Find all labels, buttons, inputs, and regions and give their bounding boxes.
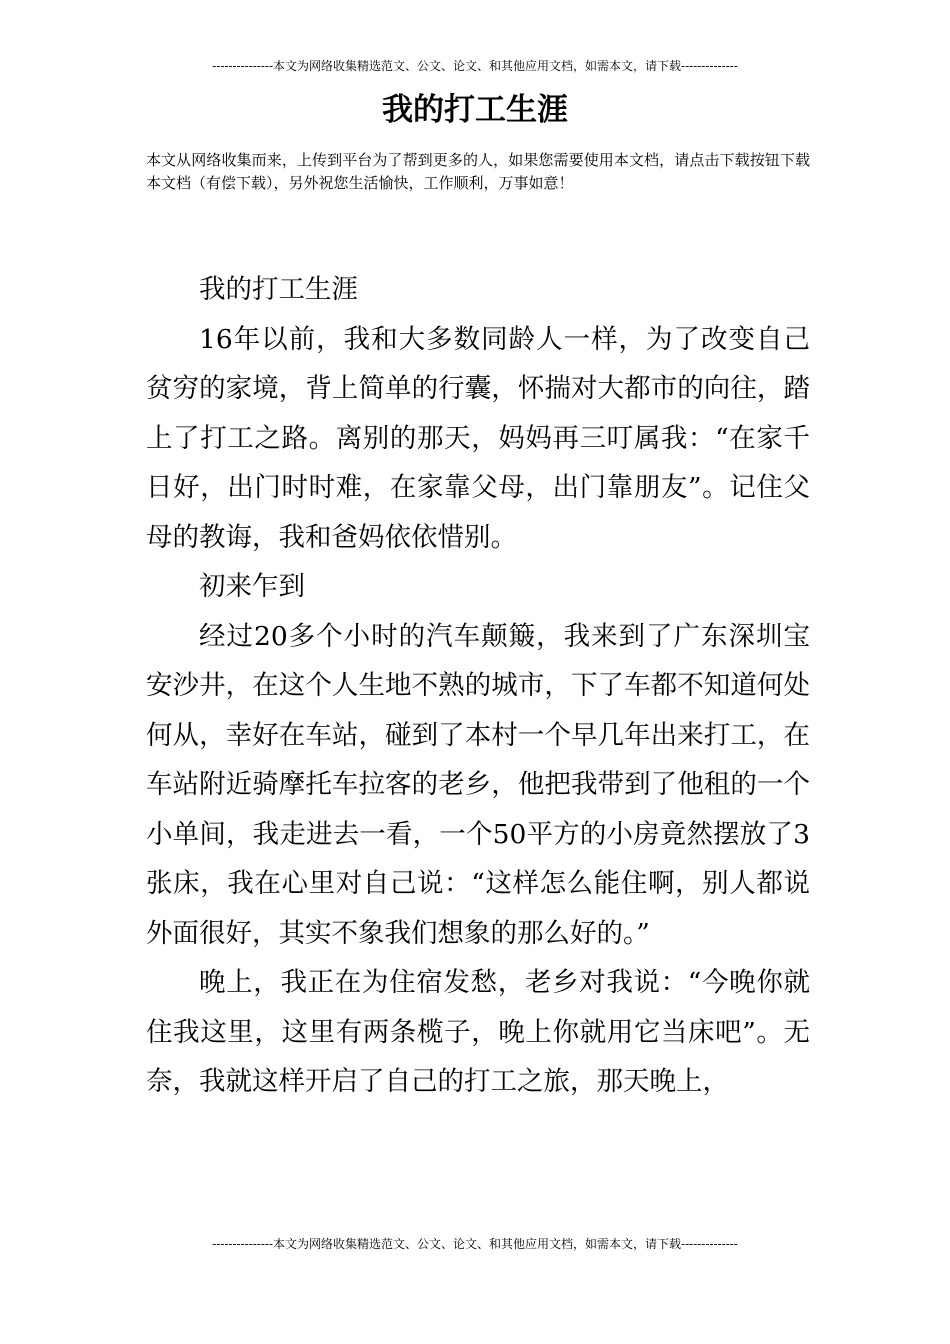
header-note: ---------------本文为网络收集精选范文、公文、论文、和其他应用文档，如需本文，请下载--------------	[212, 59, 738, 73]
body-paragraph: 我的打工生涯	[199, 274, 358, 305]
intro-paragraph: 本文从网络收集而来，上传到平台为了帮到更多的人，如果您需要使用本文档，请点击下载按钮下载本文档（有偿下载），另外祝您生活愉快，工作顺利，万事如意！	[146, 151, 810, 192]
body-paragraph: 初来乍到	[199, 571, 305, 602]
footer-note: ---------------本文为网络收集精选范文、公文、论文、和其他应用文档，如需本文，请下载--------------	[212, 1237, 738, 1251]
document-body	[146, 265, 810, 1107]
document-title: 我的打工生涯	[382, 92, 568, 128]
body-paragraph: 晚上，我正在为住宿发愁，老乡对我说：“今晚你就住我这里，这里有两条榄子，晚上你就用它当床吧”。无奈，我就这样开启了自己的打工之旅，那天晚上，	[146, 967, 810, 1097]
body-paragraph: 16年以前，我和大多数同龄人一样，为了改变自己贫穷的家境，背上简单的行囊，怀揣对大都市的向往，踏上了打工之路。离别的那天，妈妈再三叮属我：“在家千日好，出门时时难，在家靠父母，出门靠朋友”。记住父母的教诲，我和爸妈依依惜别。	[146, 323, 810, 553]
body-paragraph: 经过20多个小时的汽车颠簸，我来到了广东深圳宝安沙井，在这个人生地不熟的城市，下了车都不知道何处何从，幸好在车站，碰到了本村一个早几年出来打工，在车站附近骑摩托车拉客的老乡，他把我带到了他租的一个小单间，我走进去一看，一个50平方的小房竟然摆放了3张床，我在心里对自己说：“这样怎么能住啊，别人都说外面很好，其实不象我们想象的那么好的。”	[146, 620, 810, 949]
